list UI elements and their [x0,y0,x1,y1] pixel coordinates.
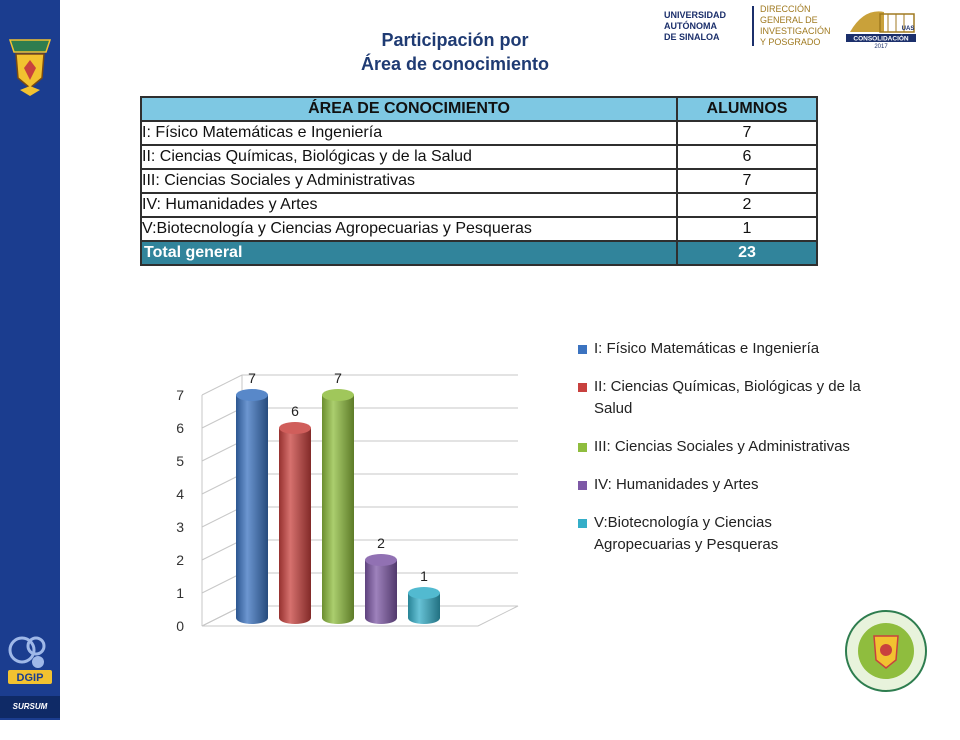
bar-chart [160,340,560,640]
area-cell: V:Biotecnología y Ciencias Agropecuarias y Pesqueras [141,217,677,241]
department-name [760,4,831,48]
university-name [664,10,726,43]
table-row [141,121,817,145]
bar [236,395,268,624]
legend-item [578,436,868,458]
y-tick-label: 5 [176,453,184,469]
page-title-line1: Participación por [381,30,529,50]
sidebar-motto: SURSUM VERSUS [0,696,60,718]
legend-label: IV: Humanidades y Artes [594,476,759,493]
data-label: 7 [248,370,256,386]
data-label: 6 [291,403,299,419]
consolidacion-logo-icon [844,4,918,48]
legend-swatch [578,383,587,392]
department-name-line: DIRECCIÓN [760,4,811,14]
alumnos-cell: 7 [677,121,817,145]
consolidacion-label: CONSOLIDACIÓN [853,35,909,43]
dgip-logo-text: DGIP [16,672,44,684]
chart-legend [578,338,868,572]
y-tick-label: 2 [176,552,184,568]
bar-chart-svg [160,340,560,640]
university-crest-icon [6,28,54,98]
table-total-row [141,241,817,265]
area-cell: III: Ciencias Sociales y Administrativas [141,169,677,193]
area-cell: IV: Humanidades y Artes [141,193,677,217]
alumnos-cell: 2 [677,193,817,217]
university-name-line: DE SINALOA [664,32,720,42]
page-title-line2: Área de conocimiento [360,54,550,74]
page-title [330,28,580,76]
y-tick-label: 1 [176,585,184,601]
bar [365,560,397,624]
legend-label: V:Biotecnología y Ciencias Agropecuarias y Pesqueras [594,514,779,553]
table-header-row [141,97,817,121]
table-row [141,193,817,217]
department-name-line: GENERAL DE [760,15,818,25]
legend-swatch [578,443,587,452]
legend-label: I: Físico Matemáticas e Ingeniería [594,340,820,357]
sidebar [0,0,60,733]
data-label: 1 [420,568,428,584]
alumnos-cell: 1 [677,217,817,241]
y-tick-label: 7 [176,387,184,403]
table-row [141,217,817,241]
gridline-side [202,375,242,395]
data-label: 2 [377,535,385,551]
table-row [141,169,817,193]
legend-swatch [578,481,587,490]
department-name-line: Y POSGRADO [760,37,821,47]
bar [322,395,354,624]
bar-top [322,389,354,401]
total-label: Total general [141,241,677,265]
legend-label: II: Ciencias Químicas, Biológicas y de la Salud [594,378,861,417]
column-header-area: ÁREA DE CONOCIMIENTO [141,97,677,121]
data-label: 7 [334,370,342,386]
legend-item [578,512,868,556]
bar-top [236,389,268,401]
table-row [141,145,817,169]
header-logos [664,4,918,48]
legend-label: III: Ciencias Sociales y Administrativas [594,438,850,455]
consolidacion-year: 2017 [874,44,888,48]
legend-item [578,474,868,496]
area-table [140,96,818,266]
bar-top [408,587,440,599]
bar-top [365,554,397,566]
department-name-line: INVESTIGACIÓN [760,26,831,36]
alumnos-cell: 7 [677,169,817,193]
bar-top [279,422,311,434]
y-tick-label: 4 [176,486,184,502]
dgip-logo-icon [4,628,56,688]
area-cell: II: Ciencias Químicas, Biológicas y de la Salud [141,145,677,169]
bar [279,428,311,624]
total-value: 23 [677,241,817,265]
area-cell: I: Físico Matemáticas e Ingeniería [141,121,677,145]
university-name-line: AUTÓNOMA [664,21,717,31]
legend-swatch [578,519,587,528]
column-header-alumnos: ALUMNOS [677,97,817,121]
consolidacion-acronym: UAS [901,26,915,32]
verano-seal-icon [836,606,936,696]
y-tick-label: 6 [176,420,184,436]
legend-item [578,376,868,420]
y-tick-label: 3 [176,519,184,535]
legend-swatch [578,345,587,354]
legend-item [578,338,868,360]
y-tick-label: 0 [176,618,184,634]
university-name-line: UNIVERSIDAD [664,10,727,20]
header-divider [752,6,754,46]
alumnos-cell: 6 [677,145,817,169]
